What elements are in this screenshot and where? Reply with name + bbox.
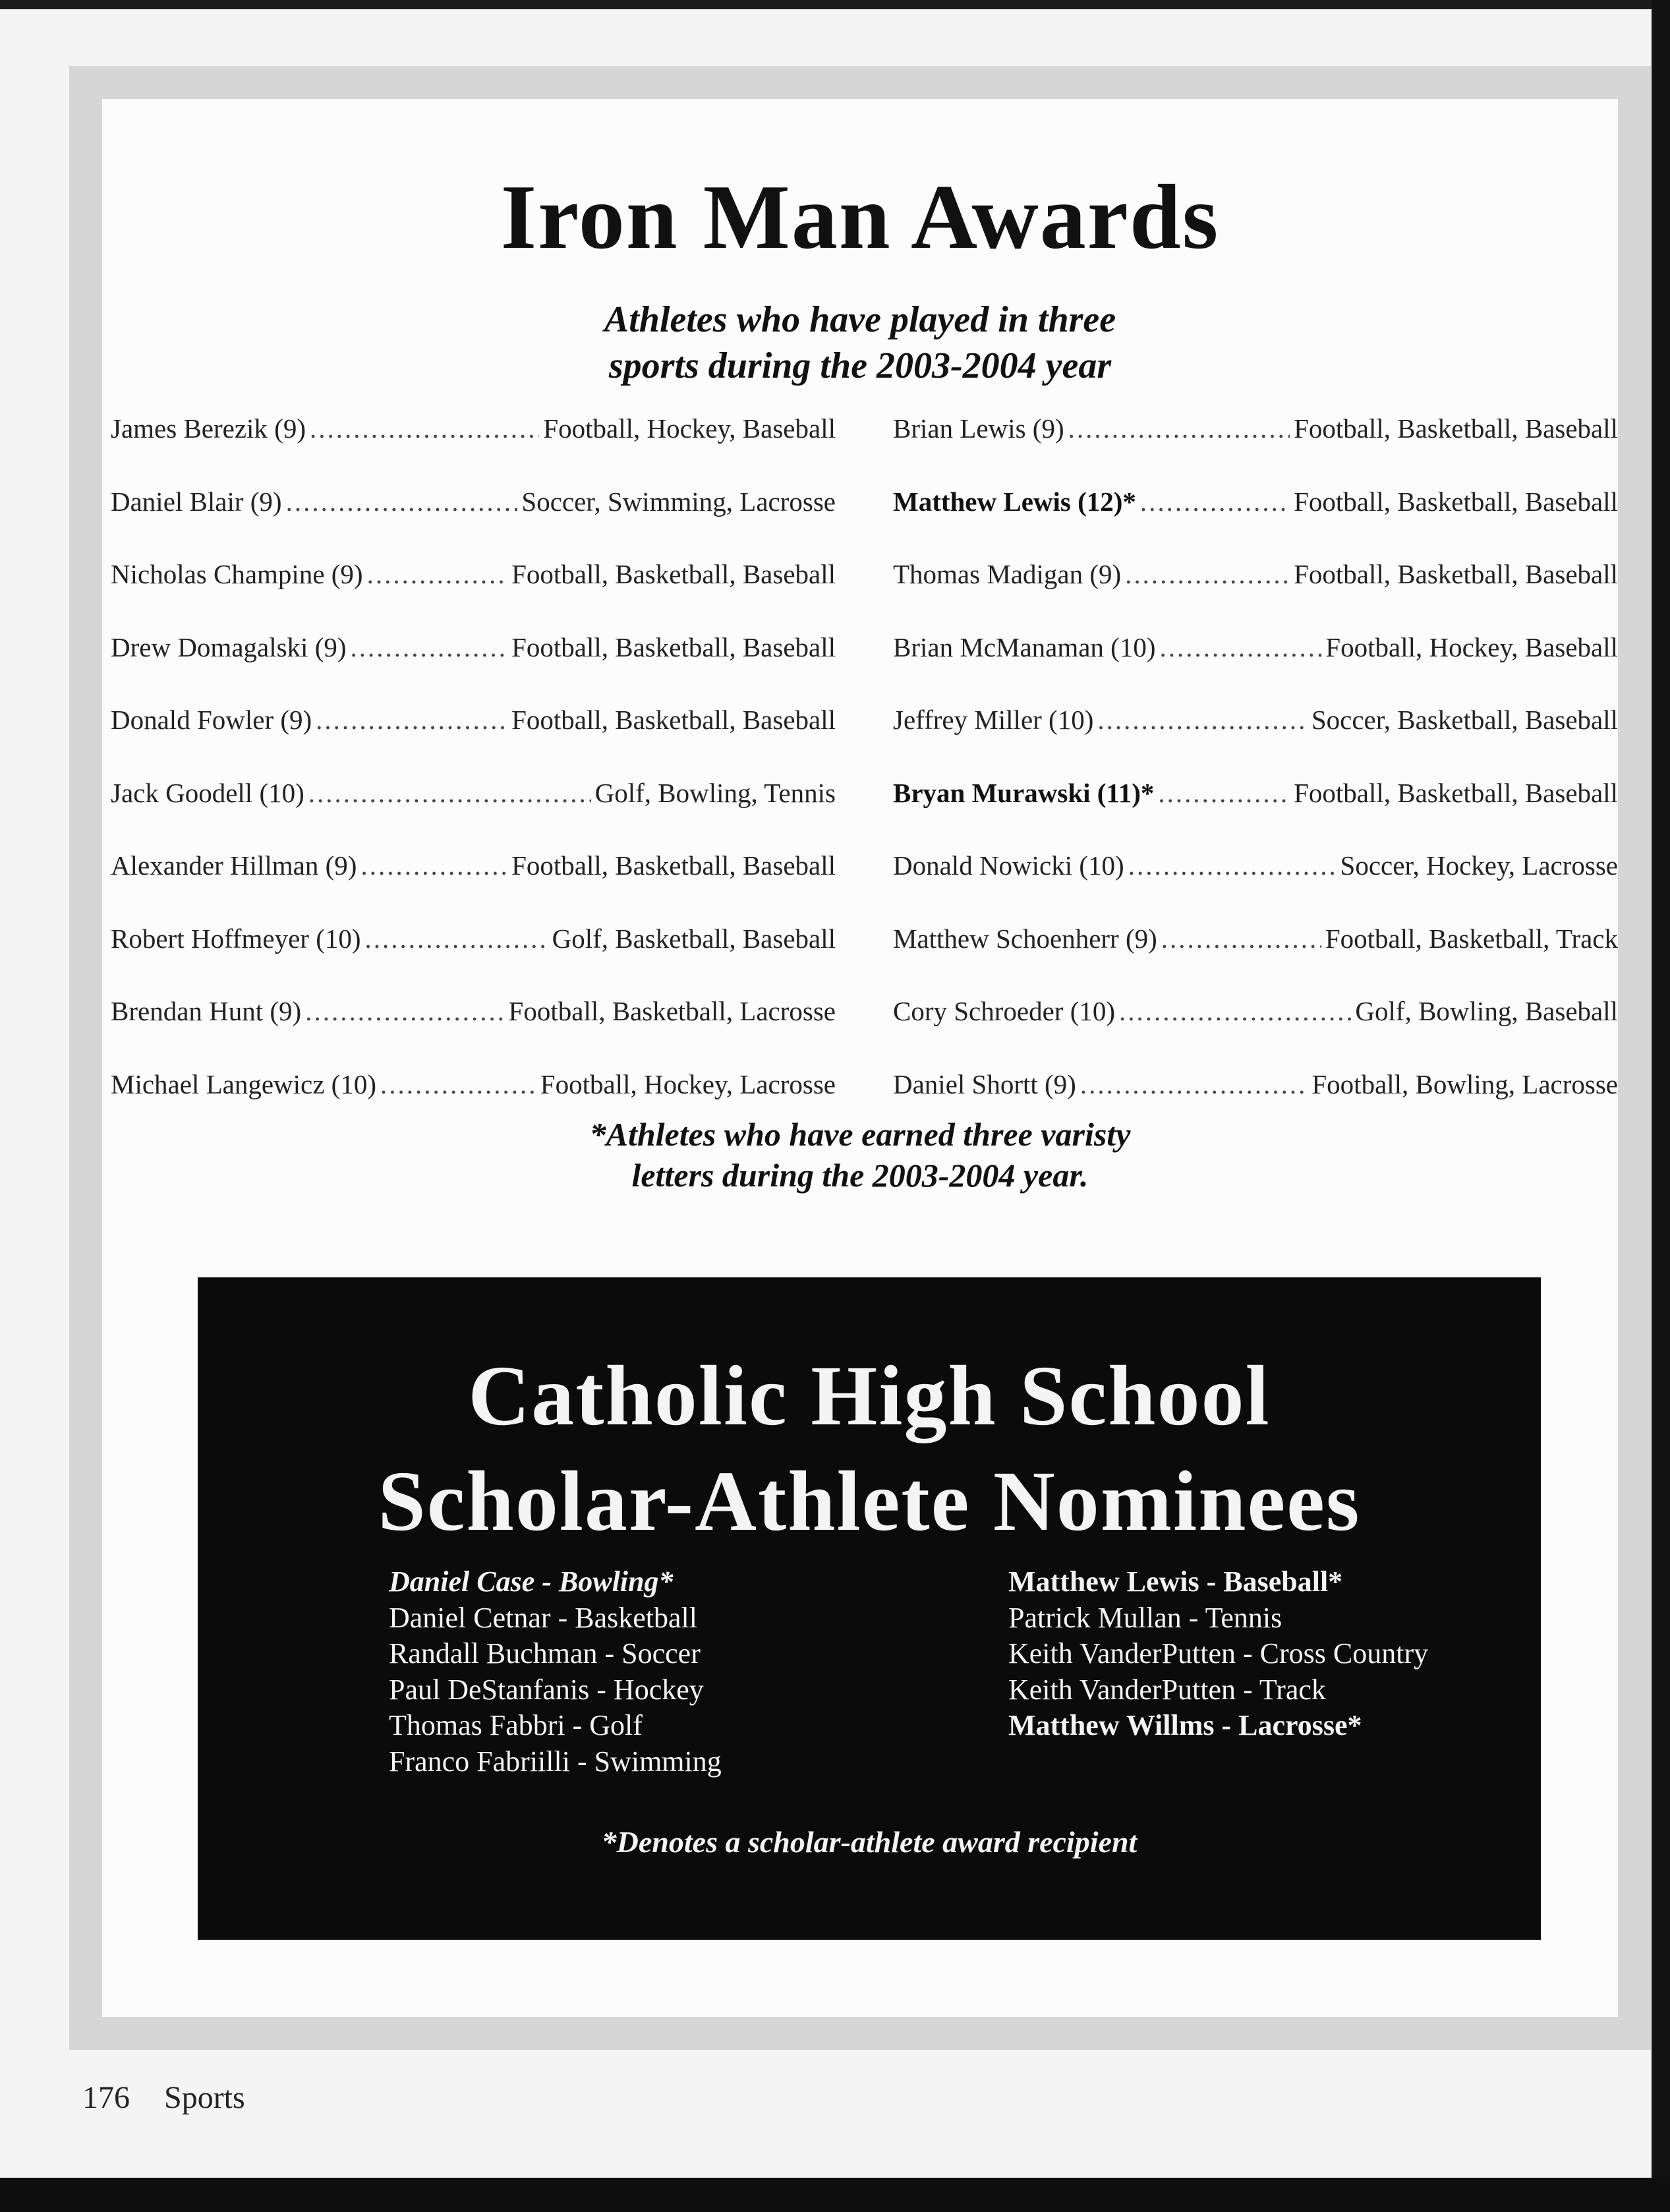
nominee-list-right [1008, 1564, 1428, 1744]
athlete-entry [893, 757, 1618, 830]
nominee-item: Keith VanderPutten - Track [1008, 1673, 1326, 1706]
athlete-name: Matthew Lewis (12)* [893, 486, 1136, 517]
nominee-item: Matthew Lewis - Baseball* [1008, 1565, 1343, 1598]
dot-leader [380, 1068, 536, 1100]
nominee-item: Daniel Cetnar - Basketball [389, 1601, 697, 1634]
scholar-athlete-title [198, 1343, 1541, 1554]
dot-leader [367, 558, 508, 590]
athlete-sports: Football, Basketball, Baseball [511, 631, 836, 662]
athlete-entry [893, 611, 1618, 684]
varsity-note [102, 1114, 1618, 1196]
subtitle-line-2: sports during the 2003-2004 year [608, 345, 1112, 386]
athlete-name: Cory Schroeder (10) [893, 996, 1116, 1027]
athlete-sports: Football, Basketball, Baseball [511, 850, 836, 881]
athlete-entry [111, 902, 836, 975]
athlete-entry [893, 465, 1618, 538]
dot-leader [1097, 704, 1307, 736]
athlete-entry [111, 392, 836, 465]
dot-leader [310, 413, 539, 444]
dot-leader [308, 777, 591, 809]
athlete-sports: Soccer, Basketball, Baseball [1311, 705, 1618, 736]
dot-leader [1160, 631, 1322, 663]
dot-leader [365, 923, 548, 954]
athlete-entry [893, 902, 1618, 975]
athlete-name: James Berezik (9) [111, 413, 306, 444]
athlete-entry [893, 829, 1618, 902]
athlete-sports: Football, Basketball, Baseball [1294, 413, 1618, 444]
subtitle-line-1: Athletes who have played in three [604, 299, 1116, 340]
athlete-name: Bryan Murawski (11)* [893, 777, 1155, 808]
dot-leader [1158, 777, 1290, 809]
athlete-entry [893, 975, 1618, 1048]
athlete-entry [893, 1048, 1618, 1121]
page-title: Iron Man Awards [500, 166, 1220, 268]
page-frame [69, 66, 1651, 2050]
scholar-note: *Denotes a scholar-athlete award recipient [601, 1825, 1137, 1859]
athlete-entry [111, 757, 836, 830]
iron-man-list-right [893, 392, 1618, 1121]
page-subtitle [102, 297, 1618, 389]
nominee-item: Thomas Fabbri - Golf [389, 1709, 643, 1741]
dot-leader [351, 631, 508, 663]
athlete-entry [111, 538, 836, 611]
athlete-name: Matthew Schoenherr (9) [893, 923, 1157, 954]
athlete-entry [111, 829, 836, 902]
athlete-name: Alexander Hillman (9) [111, 850, 357, 881]
scan-edge-top [0, 0, 1670, 9]
page-number: 176 [82, 2080, 130, 2115]
nominee-item: Matthew Willms - Lacrosse* [1008, 1709, 1362, 1741]
dot-leader [1080, 1068, 1308, 1100]
athlete-sports: Golf, Bowling, Baseball [1355, 996, 1618, 1027]
athlete-sports: Football, Basketball, Baseball [511, 559, 836, 590]
athlete-name: Nicholas Champine (9) [111, 559, 363, 590]
scholar-title-line-1: Catholic High School [468, 1349, 1271, 1443]
athlete-sports: Football, Bowling, Lacrosse [1311, 1068, 1618, 1099]
nominee-list-left [389, 1564, 722, 1780]
athlete-sports: Football, Basketball, Baseball [511, 705, 836, 736]
athlete-sports: Golf, Basketball, Baseball [552, 923, 836, 954]
scholar-athlete-box [198, 1277, 1541, 1940]
athlete-name: Donald Fowler (9) [111, 705, 312, 736]
athlete-name: Robert Hoffmeyer (10) [111, 923, 361, 954]
athlete-sports: Football, Hockey, Baseball [543, 413, 836, 444]
athlete-name: Brendan Hunt (9) [111, 996, 302, 1027]
varsity-note-line-1: *Athletes who have earned three varisty [589, 1116, 1131, 1153]
dot-leader [1068, 413, 1290, 444]
athlete-name: Michael Langewicz (10) [111, 1068, 376, 1099]
athlete-entry [111, 684, 836, 757]
athlete-entry [893, 392, 1618, 465]
dot-leader [1161, 923, 1321, 954]
page-footer [82, 2080, 245, 2116]
athlete-entry [893, 538, 1618, 611]
athlete-sports: Football, Basketball, Baseball [1294, 777, 1618, 808]
dot-leader [1140, 486, 1290, 517]
dot-leader [1119, 995, 1351, 1027]
athlete-entry [111, 465, 836, 538]
athlete-sports: Football, Basketball, Lacrosse [508, 996, 836, 1027]
scan-edge-right [1652, 0, 1670, 2212]
athlete-entry [893, 684, 1618, 757]
athlete-sports: Soccer, Swimming, Lacrosse [521, 486, 836, 517]
section-name: Sports [164, 2080, 245, 2115]
athlete-name: Brian McManaman (10) [893, 631, 1156, 662]
dot-leader [360, 850, 507, 881]
athlete-sports: Golf, Bowling, Tennis [594, 777, 836, 808]
nominee-item: Paul DeStanfanis - Hockey [389, 1673, 704, 1706]
dot-leader [1128, 850, 1337, 881]
athlete-entry [111, 975, 836, 1048]
nominee-item: Daniel Case - Bowling* [389, 1565, 674, 1598]
athlete-name: Daniel Blair (9) [111, 486, 282, 517]
content-panel [102, 99, 1618, 2017]
athlete-sports: Football, Basketball, Track [1325, 923, 1618, 954]
athlete-sports: Football, Basketball, Baseball [1294, 559, 1618, 590]
athlete-name: Drew Domagalski (9) [111, 631, 347, 662]
athlete-sports: Football, Hockey, Lacrosse [540, 1068, 836, 1099]
athlete-name: Brian Lewis (9) [893, 413, 1064, 444]
nominee-item: Keith VanderPutten - Cross Country [1008, 1637, 1429, 1670]
athlete-name: Donald Nowicki (10) [893, 850, 1124, 881]
scan-edge-bottom [0, 2178, 1670, 2212]
athlete-sports: Soccer, Hockey, Lacrosse [1340, 850, 1618, 881]
nominee-item: Randall Buchman - Soccer [389, 1637, 701, 1670]
dot-leader [305, 995, 504, 1027]
athlete-entry [111, 611, 836, 684]
dot-leader [316, 704, 507, 736]
iron-man-list-left [111, 392, 836, 1121]
athlete-name: Jack Goodell (10) [111, 777, 304, 808]
athlete-entry [111, 1048, 836, 1121]
athlete-name: Daniel Shortt (9) [893, 1068, 1076, 1099]
varsity-note-line-2: letters during the 2003-2004 year. [631, 1157, 1089, 1194]
athlete-sports: Football, Hockey, Baseball [1325, 631, 1618, 662]
nominee-item: Franco Fabriilli - Swimming [389, 1745, 722, 1778]
dot-leader [1125, 558, 1290, 590]
athlete-sports: Football, Basketball, Baseball [1294, 486, 1618, 517]
athlete-name: Thomas Madigan (9) [893, 559, 1122, 590]
dot-leader [286, 486, 518, 517]
scholar-title-line-2: Scholar-Athlete Nominees [378, 1454, 1361, 1549]
nominee-item: Patrick Mullan - Tennis [1008, 1601, 1282, 1634]
athlete-name: Jeffrey Miller (10) [893, 705, 1094, 736]
